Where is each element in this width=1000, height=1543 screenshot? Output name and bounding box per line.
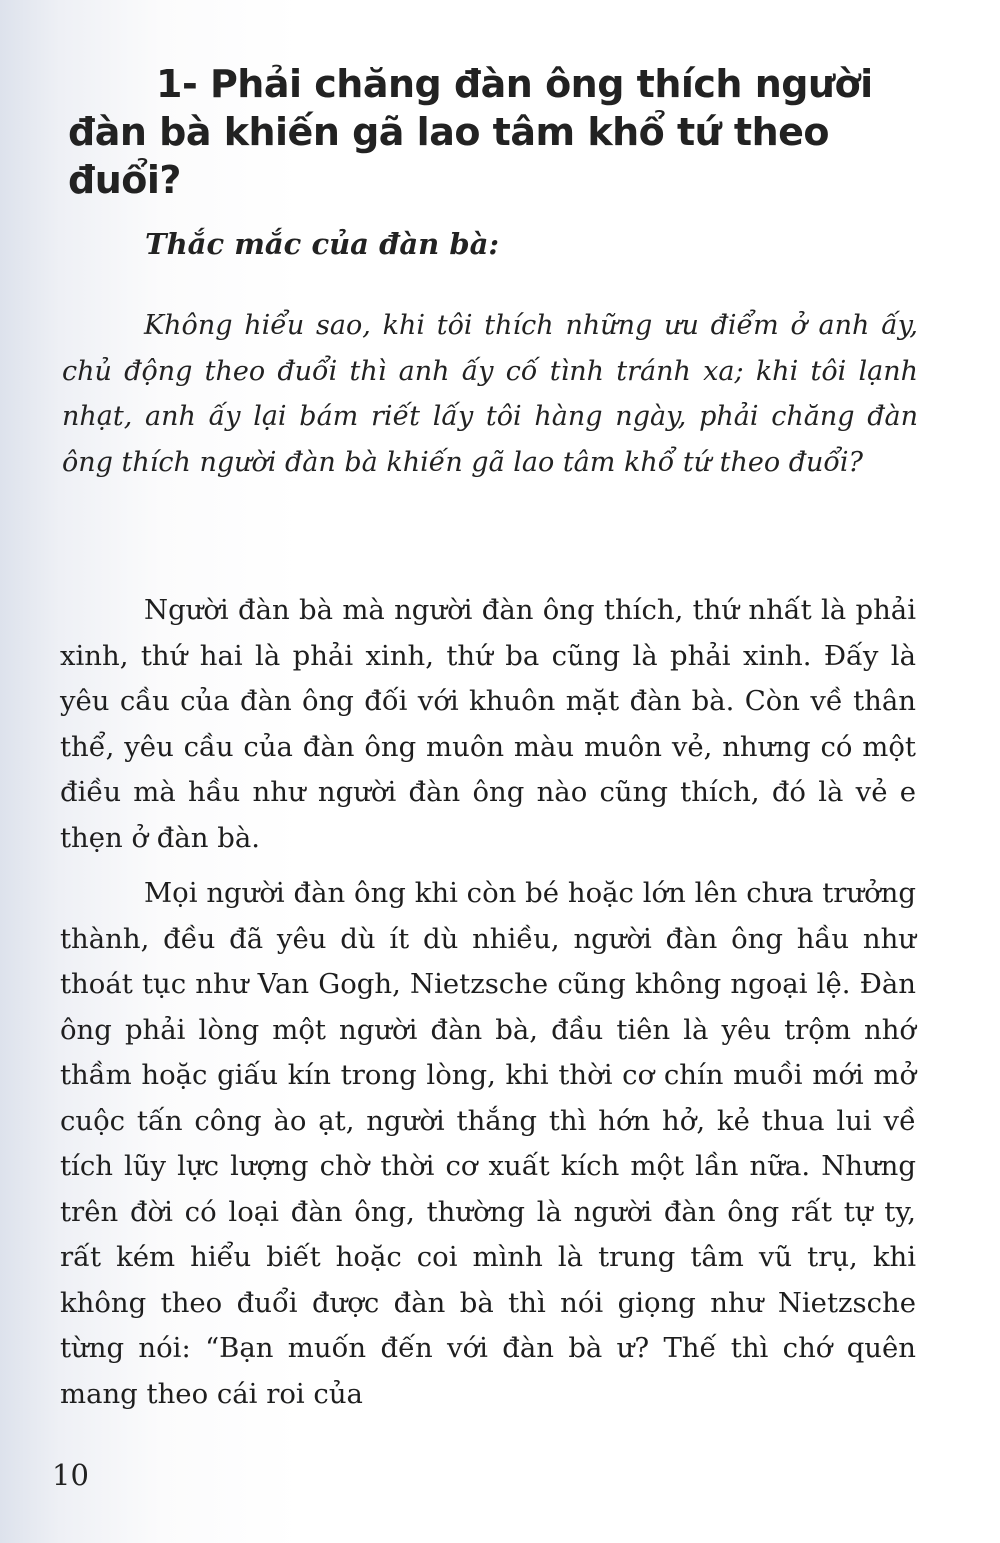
answer-body	[60, 588, 916, 1427]
page-number: 10	[52, 1458, 89, 1492]
question-text: Không hiểu sao, khi tôi thích những ưu điểm ở anh ấy, chủ động theo đuổi thì anh ấy cố tình tránh xa; khi tôi lạnh nhạt, anh ấy lại bám riết lấy tôi hàng ngày, phải chăng đàn ông thích người đàn bà khiến gã lao tâm khổ tứ theo đuổi?	[62, 310, 918, 478]
question-label: Thắc mắc của đàn bà:	[145, 227, 500, 261]
chapter-heading: 1- Phải chăng đàn ông thích người đàn bà khiến gã lao tâm khổ tứ theo đuổi?	[68, 62, 873, 202]
paragraph-1: Người đàn bà mà người đàn ông thích, thứ nhất là phải xinh, thứ hai là phải xinh, thứ ba cũng là phải xinh. Đấy là yêu cầu của đàn ông đối với khuôn mặt đàn bà. Còn về thân thể, yêu cầu của đàn ông muôn màu muôn vẻ, nhưng có một điều mà hầu như người đàn ông nào cũng thích, đó là vẻ e thẹn ở đàn bà.	[60, 594, 916, 854]
paragraph-2: Mọi người đàn ông khi còn bé hoặc lớn lên chưa trưởng thành, đều đã yêu dù ít dù nhiều, người đàn ông hầu như thoát tục như Van Gogh, Nietzsche cũng không ngoại lệ. Đàn ông phải lòng một người đàn bà, đầu tiên là yêu trộm nhớ thầm hoặc giấu kín trong lòng, khi thời cơ chín muồi mới mở cuộc tấn công ào ạt, người thắng thì hớn hở, kẻ thua lui về tích lũy lực lượng chờ thời cơ xuất kích một lần nữa. Nhưng trên đời có loại đàn ông, thường là người đàn ông rất tự ty, rất kém hiểu biết hoặc coi mình là trung tâm vũ trụ, khi không theo đuổi được đàn bà thì nói giọng như Nietzsche từng nói: “Bạn muốn đến với đàn bà ư? Thế thì chớ quên mang theo cái roi của	[60, 877, 916, 1410]
